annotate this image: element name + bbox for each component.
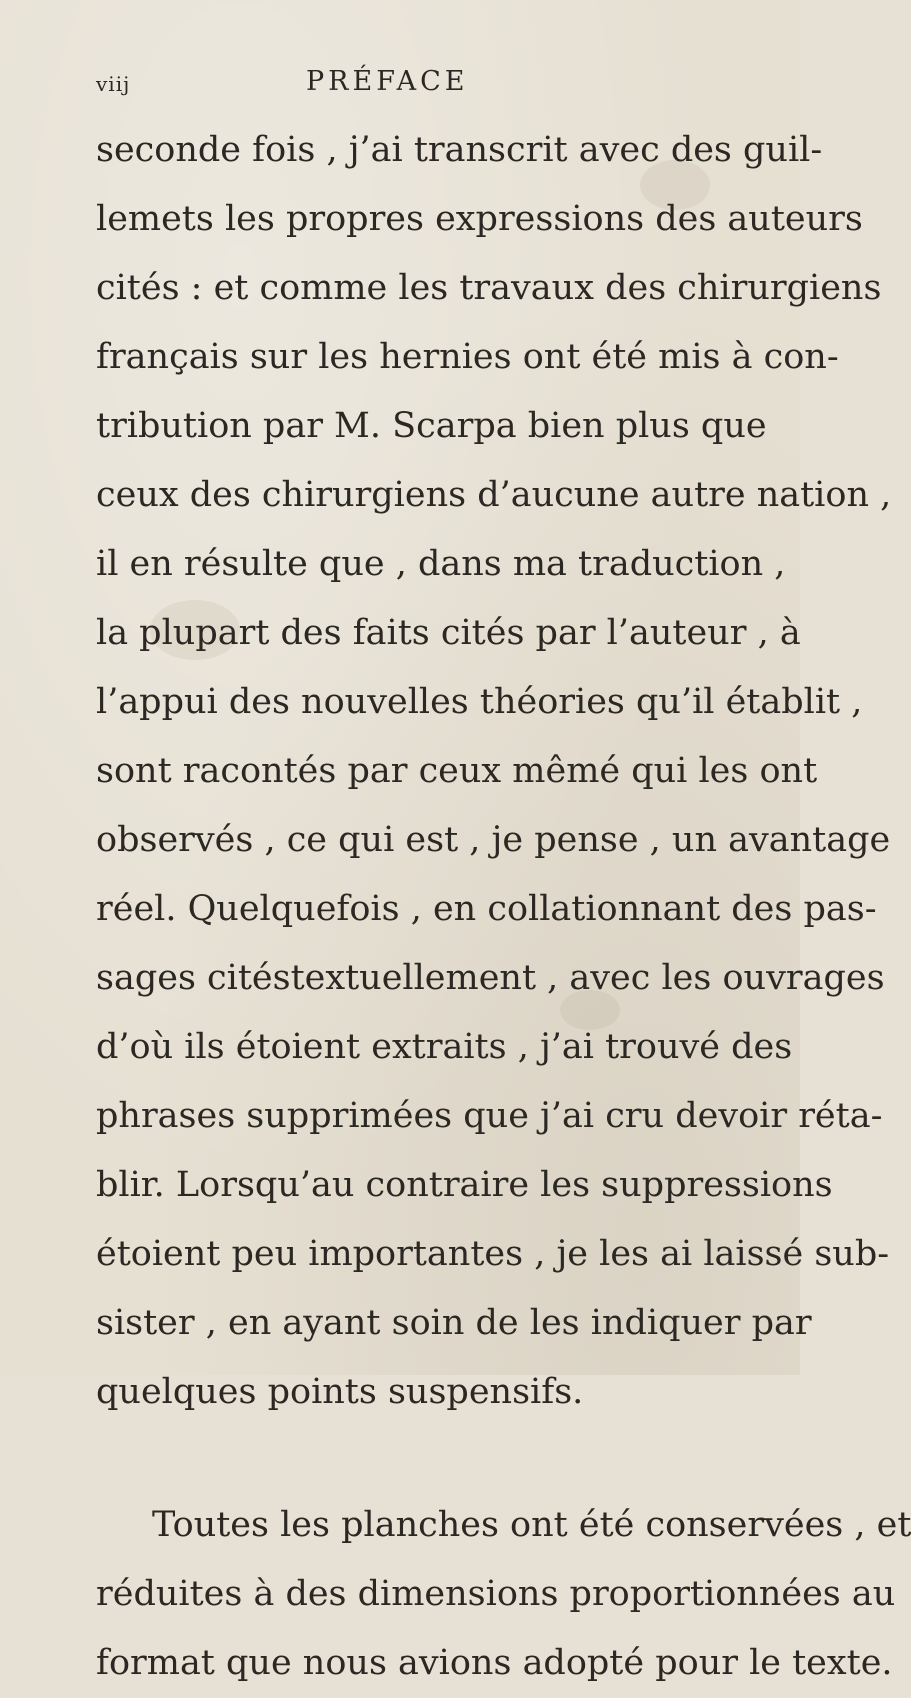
text-line: français sur les hernies ont été mis à con-	[96, 337, 839, 377]
text-line: réel. Quelquefois , en collationnant des pas-	[96, 889, 877, 929]
text-line: la plupart des faits cités par l’auteur , à	[96, 613, 801, 653]
page-number: viij	[96, 72, 131, 96]
text-line: lemets les propres expressions des auteurs	[96, 199, 863, 239]
text-line: il en résulte que , dans ma traduction ,	[96, 544, 786, 584]
text-line: seconde fois , j’ai transcrit avec des guil-	[96, 130, 823, 170]
text-line: sister , en ayant soin de les indiquer par	[96, 1303, 812, 1343]
text-line: l’appui des nouvelles théories qu’il établit ,	[96, 682, 863, 722]
text-line: sages citéstextuellement , avec les ouvrages	[96, 958, 885, 998]
text-line: blir. Lorsqu’au contraire les suppressions	[96, 1165, 833, 1205]
text-line: cités : et comme les travaux des chirurgiens	[96, 268, 882, 308]
running-title: PRÉFACE	[306, 66, 469, 97]
text-line: sont racontés par ceux mêmé qui les ont	[96, 751, 818, 791]
text-line: Toutes les planches ont été conservées , et	[152, 1505, 911, 1545]
paragraph-2	[96, 1491, 911, 1698]
text-line: tribution par M. Scarpa bien plus que	[96, 406, 767, 446]
text-line: d’où ils étoient extraits , j’ai trouvé des	[96, 1027, 793, 1067]
text-line: format que nous avions adopté pour le texte.	[96, 1643, 893, 1683]
text-line: observés , ce qui est , je pense , un avantage	[96, 820, 891, 860]
paragraph-gap	[96, 1427, 712, 1491]
text-line: phrases supprimées que j’ai cru devoir réta-	[96, 1096, 883, 1136]
body-text	[96, 116, 911, 1698]
page-header	[96, 66, 696, 106]
text-line: réduites à des dimensions proportionnées au	[96, 1574, 896, 1614]
text-line: étoient peu importantes , je les ai laissé sub-	[96, 1234, 890, 1274]
text-line: ceux des chirurgiens d’aucune autre nation ,	[96, 475, 892, 515]
paragraph-1	[96, 116, 892, 1427]
text-line: quelques points suspensifs.	[96, 1372, 584, 1412]
